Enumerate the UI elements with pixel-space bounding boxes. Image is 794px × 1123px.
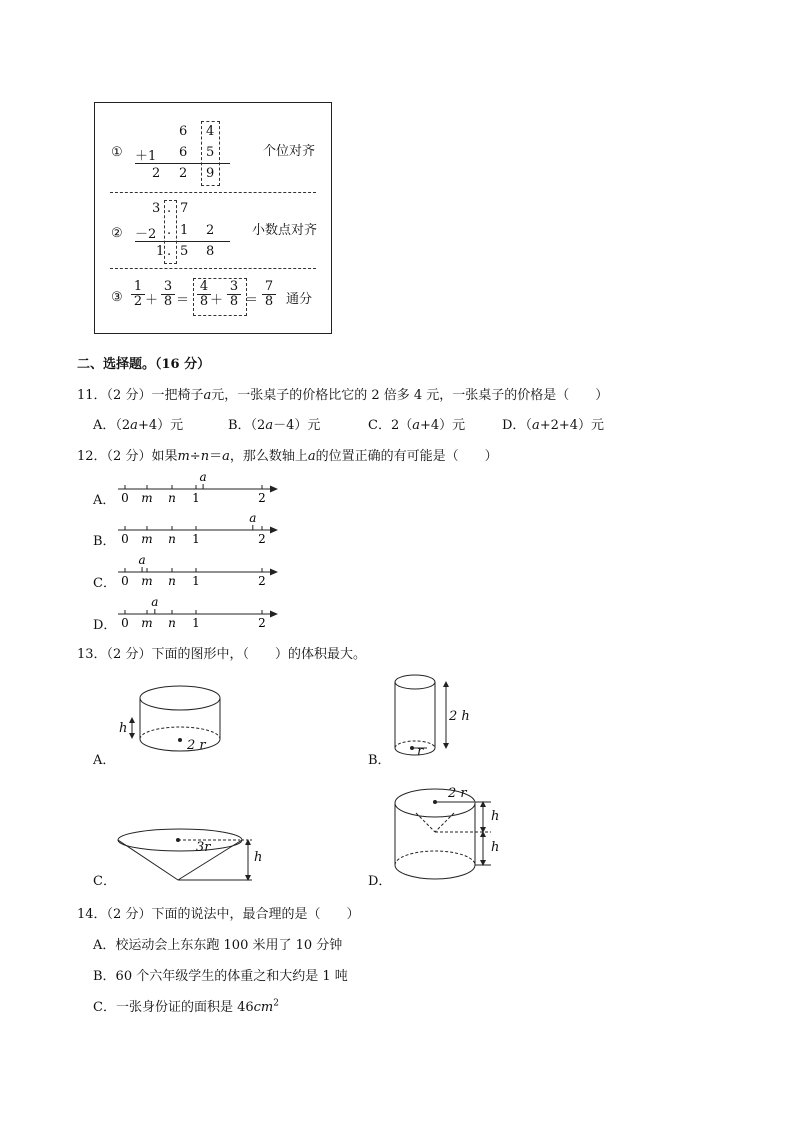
q14-opt-c-sup: 2 — [273, 998, 279, 1009]
a-marker-label: a — [199, 470, 207, 484]
fraction-1-den: 2 — [133, 294, 143, 309]
row2-align-box — [164, 200, 177, 264]
fraction-2 — [161, 280, 175, 309]
q12-a: a — [222, 449, 230, 464]
row3-number: ③ — [111, 290, 123, 305]
q13-label-b[interactable]: B． — [368, 753, 391, 768]
row2-note: 小数点对齐 — [252, 223, 318, 238]
q11-var: a — [203, 388, 212, 403]
q12-eq: ＝ — [209, 449, 223, 464]
tick-label-1: 1 — [192, 574, 200, 588]
tick-label-0: 0 — [121, 616, 129, 630]
tick-label-0: 0 — [121, 532, 129, 546]
q13-label-a[interactable]: A． — [93, 753, 116, 768]
row2-bot-int: 1 — [156, 244, 165, 259]
row2-diff-line — [135, 241, 230, 242]
q12-n: n — [200, 449, 210, 464]
q14-opt-c-unit: cm — [253, 1000, 274, 1015]
row2-top-point: . — [167, 201, 172, 216]
fraction-4-num: 3 — [229, 279, 239, 294]
row2-mid-tenths: 1 — [180, 223, 189, 238]
cylinder-top — [140, 686, 220, 710]
q13-stem: 13．（2 分）下面的图形中，（ ）的体积最大。 — [77, 647, 366, 662]
q12-axis-b-label[interactable]: B． — [93, 534, 116, 549]
q13-a-r: 2 r — [187, 738, 206, 753]
q12-m: m — [177, 449, 190, 464]
q14-option-b[interactable]: B．60 个六年级学生的体重之和大约是 1 吨 — [93, 969, 348, 984]
q13-label-c[interactable]: C． — [93, 874, 116, 889]
q12-axis-d-label[interactable]: D． — [93, 618, 117, 633]
tick-label-2: 2 — [258, 616, 266, 630]
q13-a-h: h — [119, 721, 128, 736]
fraction-1-num: 1 — [133, 279, 143, 294]
row1-note: 个位对齐 — [263, 144, 316, 159]
row1-align-box — [201, 121, 220, 186]
tick-label-1: 1 — [192, 616, 200, 630]
tick-label-2: 2 — [258, 491, 266, 505]
fraction-5-num: 7 — [264, 279, 274, 294]
tick-label-1: 1 — [192, 491, 200, 505]
q13-d-r: 2 r — [448, 786, 467, 801]
q14-option-a[interactable]: A．校运动会上东东跑 100 米用了 10 分钟 — [93, 938, 343, 953]
axis-arrow — [270, 527, 278, 534]
q11-opt-c-var: a — [412, 418, 420, 433]
row2-bot-tenths: 5 — [180, 244, 189, 259]
tick-label-0: 0 — [121, 574, 129, 588]
fraction-4 — [227, 280, 241, 309]
row1-mid-ones: 5 — [206, 145, 215, 160]
row3-equals-1: ＝ — [176, 293, 190, 308]
q11-option-d[interactable] — [502, 414, 604, 433]
cylinder-bottom-back — [395, 851, 475, 865]
tick-label-m: m — [141, 532, 153, 546]
height-arrow-top — [129, 717, 135, 723]
q11-opt-b-rest: －4）元 — [273, 418, 321, 433]
tick-label-2: 2 — [258, 532, 266, 546]
row3-plus-2: ＋ — [210, 293, 224, 308]
q13-figure-a-cylinder — [112, 680, 242, 770]
q13-d-h1: h — [491, 809, 500, 824]
q11-option-c[interactable] — [368, 414, 465, 433]
q12-stem-a: 12．（2 分）如果 — [77, 449, 178, 464]
q11-option-b[interactable] — [228, 414, 320, 433]
axis-arrow — [270, 611, 278, 618]
q12-number-line-c — [110, 551, 290, 591]
tick-label-m: m — [141, 574, 153, 588]
q11-opt-a-rest: +4）元 — [137, 418, 184, 433]
q14-option-c[interactable] — [93, 996, 279, 1015]
q12-stem-b: ，那么数轴上 — [229, 449, 308, 464]
q11-opt-d-rest: +2+4）元 — [539, 418, 605, 433]
cylinder-bottom-back — [140, 727, 220, 739]
row1-mid-op: ＋1 — [135, 149, 157, 164]
q13-c-h: h — [254, 850, 263, 865]
fraction-1 — [131, 280, 145, 309]
tick-label-m: m — [141, 616, 153, 630]
cone-side-left — [118, 840, 178, 880]
tick-label-0: 0 — [121, 491, 129, 505]
row1-bot-tens: 2 — [179, 166, 188, 181]
row2-mid-hundredths: 2 — [206, 223, 215, 238]
row3-plus-1: ＋ — [145, 293, 159, 308]
row2-bot-point: . — [167, 244, 172, 259]
q12-a-2: a — [307, 449, 316, 464]
tick-label-2: 2 — [258, 574, 266, 588]
fraction-3-num: 4 — [199, 279, 209, 294]
q13-figure-c-cone — [112, 822, 272, 887]
q11-opt-b-label: B．（2 — [228, 418, 266, 433]
q11-option-a[interactable] — [93, 414, 183, 433]
q12-axis-a-label[interactable]: A． — [93, 493, 116, 508]
q11-stem-a: 11．（2 分）一把椅子 — [77, 388, 204, 403]
q12-number-line-a — [110, 468, 290, 508]
row2-mid-point: . — [167, 223, 172, 238]
q12-number-line-d — [110, 593, 290, 633]
tick-label-1: 1 — [192, 532, 200, 546]
q11-stem-b: 元，一张桌子的价格比它的 2 倍多 4 元，一张桌子的价格是（ ） — [211, 388, 609, 403]
q13-d-h2: h — [491, 840, 500, 855]
q14-stem: 14．（2 分）下面的说法中，最合理的是（ ） — [77, 907, 360, 922]
q13-c-r: 3r — [196, 840, 211, 855]
q12-axis-c-label[interactable]: C． — [93, 576, 116, 591]
row1-top-ones: 4 — [206, 124, 215, 139]
q12-stem — [77, 445, 498, 464]
q11-stem — [77, 384, 608, 403]
q13-b-h: 2 h — [449, 709, 470, 724]
tick-label-n: n — [168, 574, 176, 588]
axis-arrow — [270, 569, 278, 576]
cylinder-bottom-front — [395, 865, 475, 879]
cylinder-bottom-front — [395, 748, 435, 755]
q11-opt-d-var: a — [531, 418, 540, 433]
tick-label-n: n — [168, 616, 176, 630]
q14-opt-c-text: C．一张身份证的面积是 46 — [93, 1000, 254, 1015]
a-marker-label: a — [249, 511, 257, 525]
row1-number: ① — [111, 145, 123, 160]
row3-note: 通分 — [286, 292, 313, 307]
divider-1 — [110, 192, 316, 193]
row2-mid-op: －2 — [135, 227, 157, 242]
fraction-4-den: 8 — [229, 294, 239, 309]
fraction-2-den: 8 — [163, 294, 173, 309]
section-title: 二、选择题。（16 分） — [77, 357, 211, 372]
q11-opt-c-label: C．2（ — [368, 418, 413, 433]
q11-opt-c-rest: +4）元 — [419, 418, 466, 433]
row1-bot-ones: 9 — [206, 166, 215, 181]
cylinder-bottom-back — [395, 741, 435, 748]
cylinder-top — [395, 675, 435, 689]
q12-div: ÷ — [189, 449, 201, 464]
fraction-2-num: 3 — [163, 279, 173, 294]
row2-number: ② — [111, 226, 123, 241]
row2-bot-hundredths: 8 — [206, 244, 215, 259]
a-marker-label: a — [151, 595, 159, 609]
row1-top-tens: 6 — [179, 124, 188, 139]
q12-stem-c: 的位置正确的有可能是（ ） — [315, 449, 498, 464]
row1-mid-tens: 6 — [179, 145, 188, 160]
row2-top-tenths: 7 — [180, 201, 189, 216]
q13-label-d[interactable]: D． — [368, 874, 392, 889]
q11-opt-b-var: a — [265, 418, 274, 433]
height-arrow-top — [443, 681, 449, 687]
q13-figure-d-cylinder-cone — [385, 775, 505, 890]
a-marker-label: a — [138, 553, 146, 567]
fraction-3 — [197, 280, 211, 309]
tick-label-n: n — [168, 491, 176, 505]
q11-opt-a-label: A．（2 — [93, 418, 131, 433]
fraction-5-den: 8 — [264, 294, 274, 309]
fraction-3-den: 8 — [199, 294, 209, 309]
row2-top-int: 3 — [152, 201, 161, 216]
center-dot — [178, 738, 182, 742]
q13-b-r: r — [417, 744, 424, 759]
divider-2 — [110, 268, 316, 269]
tick-label-m: m — [141, 491, 153, 505]
fraction-5 — [262, 280, 276, 309]
height-arrow-bottom — [129, 733, 135, 739]
row3-equals-2: ＝ — [245, 293, 259, 308]
tick-label-n: n — [168, 532, 176, 546]
q11-opt-d-label: D．（ — [502, 418, 532, 433]
q12-number-line-b — [110, 509, 290, 549]
axis-arrow — [270, 486, 278, 493]
row1-bot-hundreds: 2 — [152, 166, 161, 181]
q11-opt-a-var: a — [130, 418, 138, 433]
height-arrow-bottom — [443, 743, 449, 749]
